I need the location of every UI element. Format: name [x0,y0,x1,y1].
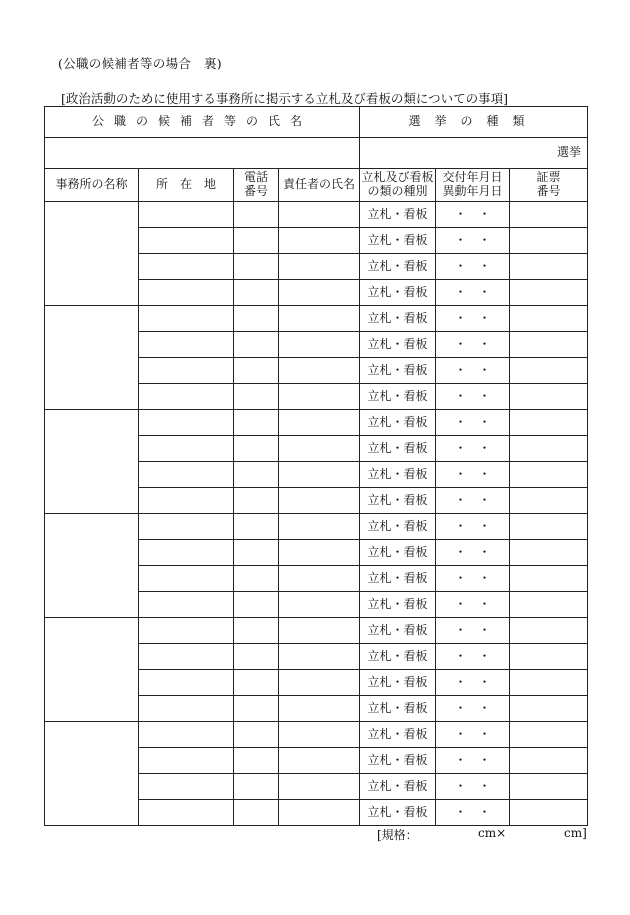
voucher-number-cell[interactable] [510,358,588,384]
voucher-number-cell[interactable] [510,540,588,566]
voucher-number-cell[interactable] [510,748,588,774]
sign-type-cell: 立札・看板 [360,280,436,306]
phone-cell[interactable] [234,436,279,462]
phone-cell[interactable] [234,670,279,696]
voucher-number-cell[interactable] [510,696,588,722]
phone-cell[interactable] [234,722,279,748]
size-width-unit: cm× [478,826,507,840]
table-row [45,618,588,644]
sign-type-cell: 立札・看板 [360,748,436,774]
manager-name-cell[interactable] [279,748,360,774]
phone-cell[interactable] [234,644,279,670]
sign-type-cell: 立札・看板 [360,566,436,592]
manager-name-cell[interactable] [279,436,360,462]
date-cell[interactable]: ・ ・ [436,202,510,228]
voucher-number-cell[interactable] [510,644,588,670]
date-cell[interactable]: ・ ・ [436,644,510,670]
manager-name-cell[interactable] [279,696,360,722]
manager-name-cell[interactable] [279,462,360,488]
voucher-number-cell[interactable] [510,280,588,306]
manager-name-cell[interactable] [279,306,360,332]
location-cell[interactable] [139,254,234,280]
sign-type-cell: 立札・看板 [360,722,436,748]
voucher-number-cell[interactable] [510,436,588,462]
manager-name-cell[interactable] [279,280,360,306]
location-cell[interactable] [139,800,234,826]
location-cell[interactable] [139,488,234,514]
table-row [45,306,588,332]
location-cell[interactable] [139,462,234,488]
phone-cell[interactable] [234,410,279,436]
manager-name-cell[interactable] [279,358,360,384]
voucher-number-cell[interactable] [510,618,588,644]
voucher-number-cell[interactable] [510,462,588,488]
candidate-name-field[interactable] [45,138,360,169]
date-cell[interactable]: ・ ・ [436,592,510,618]
election-type-header: 選挙の種類 [360,107,588,138]
date-cell[interactable]: ・ ・ [436,800,510,826]
sign-type-cell: 立札・看板 [360,462,436,488]
date-cell[interactable]: ・ ・ [436,488,510,514]
col-sign-type: 立札及び看板 の類の種別 [360,169,436,202]
col-office-name: 事務所の名称 [45,169,139,202]
date-cell[interactable]: ・ ・ [436,566,510,592]
size-label: [規格： [377,828,418,842]
phone-cell[interactable] [234,358,279,384]
phone-cell[interactable] [234,488,279,514]
col-dates: 交付年月日 異動年月日 [436,169,510,202]
date-cell[interactable]: ・ ・ [436,358,510,384]
office-name-cell[interactable] [45,306,139,410]
size-height-unit: cm] [564,826,587,840]
voucher-number-cell[interactable] [510,202,588,228]
voucher-number-cell[interactable] [510,670,588,696]
sign-type-cell: 立札・看板 [360,332,436,358]
sign-type-cell: 立札・看板 [360,592,436,618]
sign-type-cell: 立札・看板 [360,436,436,462]
date-cell[interactable]: ・ ・ [436,436,510,462]
voucher-number-cell[interactable] [510,774,588,800]
voucher-number-cell[interactable] [510,800,588,826]
col-manager-name: 責任者の氏名 [279,169,360,202]
phone-cell[interactable] [234,254,279,280]
manager-name-cell[interactable] [279,566,360,592]
manager-name-cell[interactable] [279,228,360,254]
location-cell[interactable] [139,540,234,566]
location-cell[interactable] [139,306,234,332]
sign-type-cell: 立札・看板 [360,358,436,384]
location-cell[interactable] [139,228,234,254]
election-type-field[interactable] [360,138,588,169]
location-cell[interactable] [139,358,234,384]
phone-cell[interactable] [234,592,279,618]
table-row [45,202,588,228]
office-name-cell[interactable] [45,722,139,826]
voucher-number-cell[interactable] [510,228,588,254]
phone-cell[interactable] [234,618,279,644]
phone-cell[interactable] [234,384,279,410]
manager-name-cell[interactable] [279,540,360,566]
sign-type-cell: 立札・看板 [360,540,436,566]
location-cell[interactable] [139,566,234,592]
col-phone: 電話 番号 [234,169,279,202]
office-name-cell[interactable] [45,202,139,306]
phone-cell[interactable] [234,566,279,592]
sign-type-cell: 立札・看板 [360,670,436,696]
phone-cell[interactable] [234,514,279,540]
sign-registration-table [44,106,588,826]
table-row [45,514,588,540]
manager-name-cell[interactable] [279,774,360,800]
location-cell[interactable] [139,514,234,540]
manager-name-cell[interactable] [279,618,360,644]
phone-cell[interactable] [234,748,279,774]
date-cell[interactable]: ・ ・ [436,280,510,306]
manager-name-cell[interactable] [279,488,360,514]
date-cell[interactable]: ・ ・ [436,748,510,774]
manager-name-cell[interactable] [279,644,360,670]
sign-type-cell: 立札・看板 [360,774,436,800]
office-name-cell[interactable] [45,618,139,722]
location-cell[interactable] [139,592,234,618]
location-cell[interactable] [139,332,234,358]
manager-name-cell[interactable] [279,254,360,280]
phone-cell[interactable] [234,202,279,228]
phone-cell[interactable] [234,462,279,488]
voucher-number-cell[interactable] [510,514,588,540]
date-cell[interactable]: ・ ・ [436,540,510,566]
location-cell[interactable] [139,436,234,462]
location-cell[interactable] [139,618,234,644]
sign-type-cell: 立札・看板 [360,306,436,332]
voucher-number-cell[interactable] [510,410,588,436]
voucher-number-cell[interactable] [510,306,588,332]
location-cell[interactable] [139,280,234,306]
sign-type-cell: 立札・看板 [360,644,436,670]
sign-type-cell: 立札・看板 [360,410,436,436]
date-cell[interactable]: ・ ・ [436,228,510,254]
location-cell[interactable] [139,644,234,670]
sign-type-cell: 立札・看板 [360,254,436,280]
table-row [45,410,588,436]
location-cell[interactable] [139,670,234,696]
voucher-number-cell[interactable] [510,722,588,748]
date-cell[interactable]: ・ ・ [436,332,510,358]
sign-type-cell: 立札・看板 [360,384,436,410]
office-name-cell[interactable] [45,410,139,514]
col-voucher-number: 証票 番号 [510,169,588,202]
location-cell[interactable] [139,722,234,748]
sign-type-cell: 立札・看板 [360,800,436,826]
voucher-number-cell[interactable] [510,384,588,410]
manager-name-cell[interactable] [279,722,360,748]
manager-name-cell[interactable] [279,384,360,410]
table-row [45,722,588,748]
phone-cell[interactable] [234,228,279,254]
manager-name-cell[interactable] [279,670,360,696]
date-cell[interactable]: ・ ・ [436,462,510,488]
phone-cell[interactable] [234,696,279,722]
date-cell[interactable]: ・ ・ [436,774,510,800]
sign-type-cell: 立札・看板 [360,514,436,540]
voucher-number-cell[interactable] [510,566,588,592]
location-cell[interactable] [139,202,234,228]
date-cell[interactable]: ・ ・ [436,514,510,540]
col-location: 所 在 地 [139,169,234,202]
phone-cell[interactable] [234,774,279,800]
date-cell[interactable]: ・ ・ [436,722,510,748]
sign-type-cell: 立札・看板 [360,202,436,228]
manager-name-cell[interactable] [279,592,360,618]
location-cell[interactable] [139,410,234,436]
sign-type-cell: 立札・看板 [360,228,436,254]
date-cell[interactable]: ・ ・ [436,618,510,644]
phone-cell[interactable] [234,332,279,358]
election-suffix: 選挙 [557,145,582,160]
date-cell[interactable]: ・ ・ [436,254,510,280]
phone-cell[interactable] [234,280,279,306]
manager-name-cell[interactable] [279,410,360,436]
candidate-name-header: 公職の候補者等の氏名 [45,107,360,138]
sign-type-cell: 立札・看板 [360,618,436,644]
manager-name-cell[interactable] [279,800,360,826]
phone-cell[interactable] [234,540,279,566]
location-cell[interactable] [139,696,234,722]
voucher-number-cell[interactable] [510,332,588,358]
date-cell[interactable]: ・ ・ [436,410,510,436]
date-cell[interactable]: ・ ・ [436,384,510,410]
form-subtitle: [政治活動のために使用する事務所に掲示する立札及び看板の類についての事項] [61,91,509,106]
location-cell[interactable] [139,748,234,774]
date-cell[interactable]: ・ ・ [436,670,510,696]
sign-type-cell: 立札・看板 [360,696,436,722]
date-cell[interactable]: ・ ・ [436,306,510,332]
location-cell[interactable] [139,384,234,410]
phone-cell[interactable] [234,306,279,332]
location-cell[interactable] [139,774,234,800]
phone-cell[interactable] [234,800,279,826]
voucher-number-cell[interactable] [510,592,588,618]
manager-name-cell[interactable] [279,332,360,358]
office-name-cell[interactable] [45,514,139,618]
voucher-number-cell[interactable] [510,488,588,514]
date-cell[interactable]: ・ ・ [436,696,510,722]
sign-type-cell: 立札・看板 [360,488,436,514]
manager-name-cell[interactable] [279,514,360,540]
voucher-number-cell[interactable] [510,254,588,280]
form-side-note: (公職の候補者等の場合 裏) [58,56,222,71]
manager-name-cell[interactable] [279,202,360,228]
